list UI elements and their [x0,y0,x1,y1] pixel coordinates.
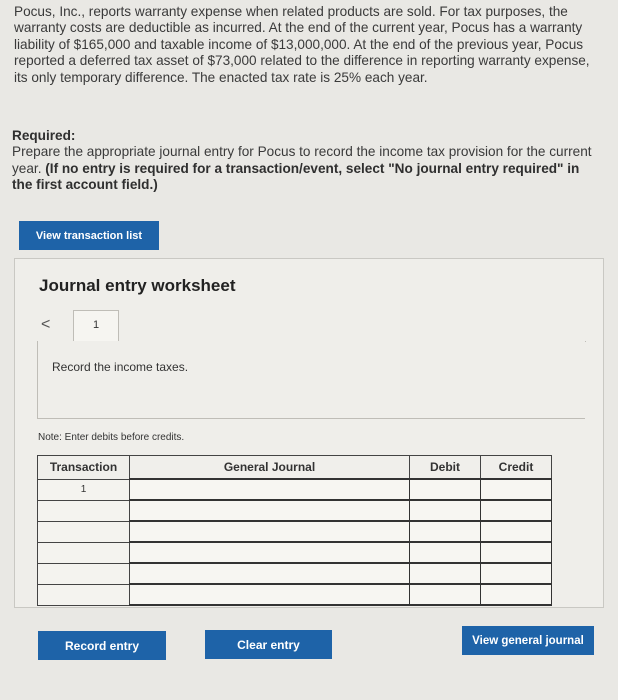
worksheet-title: Journal entry worksheet [39,276,236,295]
general-journal-header: General Journal [130,456,410,480]
credit-field[interactable] [481,563,552,584]
debit-field[interactable] [410,479,481,500]
account-field[interactable] [130,542,410,563]
transaction-cell: 1 [38,479,130,500]
view-general-journal-button[interactable]: View general journal [462,626,594,655]
entry-note: Note: Enter debits before credits. [38,432,185,443]
debit-field[interactable] [410,563,481,584]
required-section [12,128,602,194]
table-row [38,521,552,542]
table-row [38,479,552,500]
journal-table [37,455,552,606]
transaction-cell [38,521,130,542]
table-row [38,584,552,605]
debit-field[interactable] [410,500,481,521]
clear-entry-button[interactable]: Clear entry [205,630,332,659]
record-entry-button[interactable]: Record entry [38,631,166,660]
debit-header: Debit [410,456,481,480]
transaction-cell [38,563,130,584]
account-field[interactable] [130,479,410,500]
problem-statement: Pocus, Inc., reports warranty expense when related products are sold. For tax purposes, the warranty costs are deductible as incurred. At the end of the current year, Pocus has a warranty liability of $165,000 and taxable income of $13,000,000. At the end of the previous year, Pocus reported a deferred tax asset of $73,000 related to the difference in reporting warranty expense, its only temporary difference. The enacted tax rate is 25% each year. [14,4,590,85]
account-field[interactable] [130,563,410,584]
debit-field[interactable] [410,584,481,605]
table-row [38,500,552,521]
transaction-header: Transaction [38,456,130,480]
account-field[interactable] [130,500,410,521]
credit-field[interactable] [481,479,552,500]
credit-field[interactable] [481,521,552,542]
required-heading: Required: [12,128,76,143]
table-row [38,563,552,584]
worksheet-tab-1[interactable] [73,310,119,342]
record-instruction-box [37,341,585,419]
credit-field[interactable] [481,500,552,521]
chevron-left-icon[interactable]: < [41,316,51,333]
record-instruction-text: Record the income taxes. [52,360,189,374]
debit-field[interactable] [410,542,481,563]
transaction-cell [38,500,130,521]
view-transaction-list-button[interactable]: View transaction list [19,221,159,250]
credit-header: Credit [481,456,552,480]
transaction-cell [38,584,130,605]
credit-field[interactable] [481,542,552,563]
journal-header-row [38,456,552,480]
debit-field[interactable] [410,521,481,542]
required-instruction: (If no entry is required for a transaction/event, select "No journal entry required" in the first account field.) [12,160,580,193]
account-field[interactable] [130,521,410,542]
table-row [38,542,552,563]
transaction-cell [38,542,130,563]
credit-field[interactable] [481,584,552,605]
required-text: Prepare the appropriate journal entry for Pocus to record the income tax provision for the current year. [12,144,592,176]
account-field[interactable] [130,584,410,605]
worksheet-tab-label: 1 [93,319,100,331]
